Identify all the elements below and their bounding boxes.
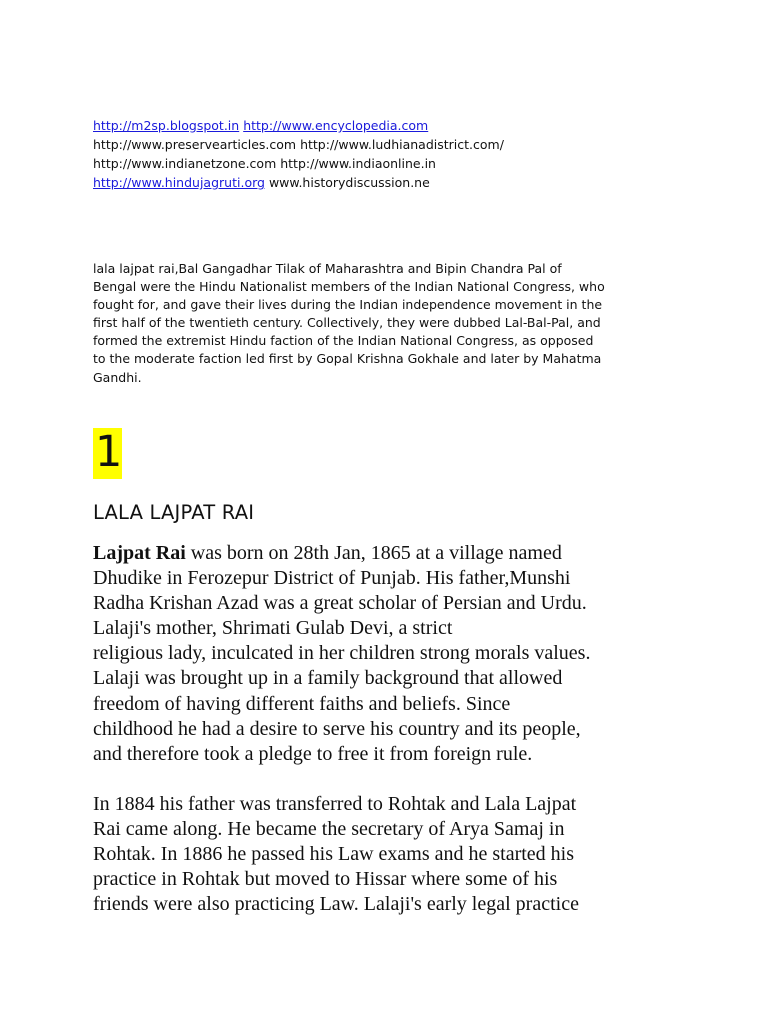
links-line-4 [93, 173, 504, 192]
body-line: and therefore took a pledge to free it from foreign rule. [93, 742, 533, 765]
reference-links [93, 116, 504, 192]
intro-paragraph [93, 260, 683, 387]
links-line-1 [93, 116, 504, 135]
body-line-text: was born on 28th Jan, 1865 at a village named [185, 542, 562, 564]
body-line: Lalaji was brought up in a family background that allowed [93, 667, 563, 690]
body-line: Radha Krishan Azad was a great scholar of Persian and Urdu. [93, 592, 587, 615]
body-line: childhood he had a desire to serve his country and its people, [93, 717, 581, 740]
body-line: Rai came along. He became the secretary of Arya Samaj in [93, 818, 565, 841]
intro-line: Gandhi. [93, 369, 142, 385]
link-encyclopedia[interactable]: http://www.encyclopedia.com [243, 118, 429, 133]
body-line: In 1884 his father was transferred to Rohtak and Lala Lajpat [93, 792, 577, 815]
intro-line: formed the extremist Hindu faction of the Indian National Congress, as opposed [93, 333, 594, 349]
intro-line: to the moderate faction led first by Gopal Krishna Gokhale and later by Mahatma [93, 351, 602, 367]
intro-line: first half of the twentieth century. Collectively, they were dubbed Lal-Bal-Pal, and [93, 315, 601, 331]
intro-line: Bengal were the Hindu Nationalist members of the Indian National Congress, who [93, 279, 605, 295]
link-hindujagruti[interactable]: http://www.hindujagruti.org [93, 175, 265, 190]
historydiscussion-text: www.historydiscussion.ne [268, 175, 430, 190]
biography-text [93, 541, 693, 917]
intro-line: fought for, and gave their lives during the Indian independence movement in the [93, 297, 603, 313]
bold-name: Lajpat Rai [93, 542, 186, 564]
intro-line: lala lajpat rai,Bal Gangadhar Tilak of Maharashtra and Bipin Chandra Pal of [93, 261, 562, 276]
body-line: friends were also practicing Law. Lalaji's early legal practice [93, 893, 579, 916]
body-line [93, 541, 693, 566]
links-line-3: http://www.indianetzone.com http://www.indiaonline.in [93, 156, 436, 171]
section-number: 1 [95, 427, 123, 477]
body-line: Rohtak. In 1886 he passed his Law exams and he started his [93, 843, 575, 866]
section-heading: LALA LAJPAT RAI [93, 501, 255, 524]
body-line: freedom of having different faiths and beliefs. Since [93, 692, 511, 715]
paragraph-gap [93, 767, 693, 792]
body-line: religious lady, inculcated in her children strong morals values. [93, 642, 591, 665]
body-line: practice in Rohtak but moved to Hissar where some of his [93, 868, 558, 891]
links-line-2: http://www.preservearticles.com http://www.ludhianadistrict.com/ [93, 137, 504, 152]
body-line: Dhudike in Ferozepur District of Punjab. His father,Munshi [93, 567, 571, 590]
body-line: Lalaji's mother, Shrimati Gulab Devi, a strict [93, 617, 453, 640]
link-m2sp-blogspot[interactable]: http://m2sp.blogspot.in [93, 118, 240, 133]
